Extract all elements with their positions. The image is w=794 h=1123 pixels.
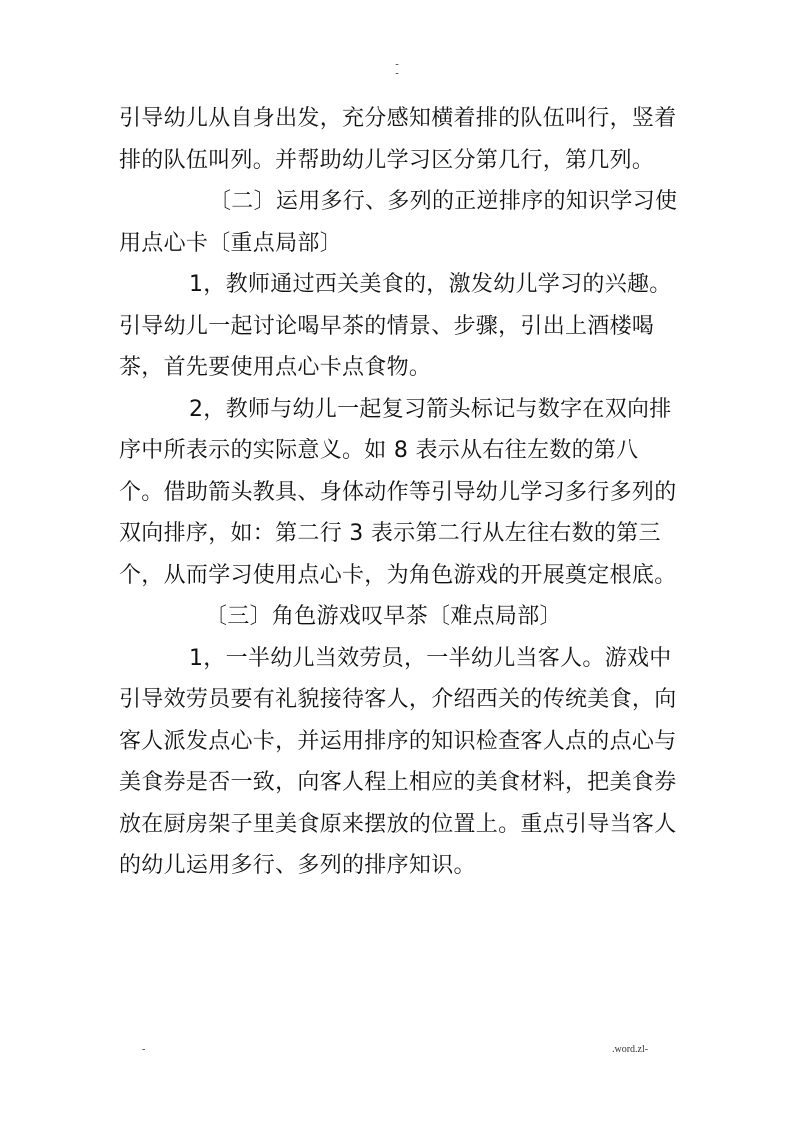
section-heading-2: 〔二〕运用多行、多列的正逆排序的知识学习使用点心卡〔重点局部〕 — [119, 189, 678, 256]
paragraph-2-1: 1，教师通过西关美食的，激发幼儿学习的兴趣。引导幼儿一起讨论喝早茶的情景、步骤，引出上酒楼喝茶，首先要使用点心卡点食物。 — [119, 272, 672, 380]
page-header-mark — [0, 60, 794, 78]
footer-right-mark: .word.zl- — [612, 1044, 649, 1055]
paragraph-2-2: 2，教师与幼儿一起复习箭头标记与数字在双向排序中所表示的实际意义。如 8 表示从右往左数的第八个。借助箭头教具、身体动作等引导幼儿学习多行多列的双向排序，如：第二行 3 表示第二行从左往右数的第三个，从而学习使用点心卡，为角色游戏的开展奠定根底。 — [119, 396, 677, 588]
header-mark-bottom: - — [395, 68, 399, 79]
header-mark-top: - — [395, 59, 399, 70]
document-body — [119, 98, 679, 887]
footer-left-mark: - — [142, 1044, 146, 1055]
section-heading-3: 〔三〕角色游戏叹早茶〔难点局部〕 — [205, 604, 562, 629]
paragraph-3-1: 1，一半幼儿当效劳员，一半幼儿当客人。游戏中引导效劳员要有礼貌接待客人，介绍西关的传统美食，向客人派发点心卡，并运用排序的知识检查客人点的点心与美食券是否一致，向客人程上相应的美食材料，把美食券放在厨房架子里美食原来摆放的位置上。重点引导当客人的幼儿运用多行、多列的排序知识。 — [119, 645, 677, 878]
paragraph-intro: 引导幼儿从自身出发，充分感知横着排的队伍叫行，竖着排的队伍叫列。并帮助幼儿学习区分第几行，第几列。 — [119, 106, 677, 173]
